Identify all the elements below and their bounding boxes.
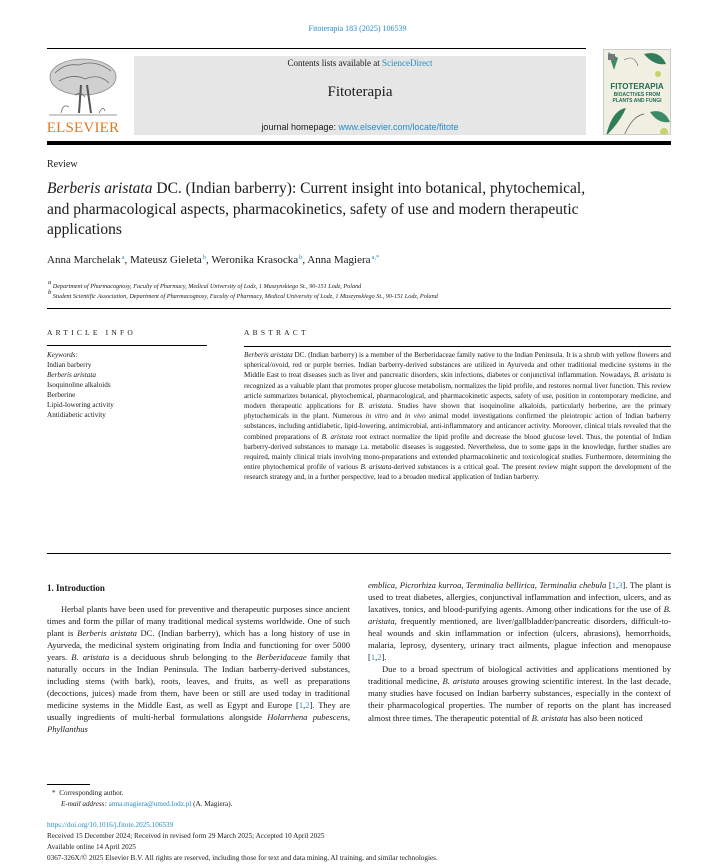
italic-term: B. aristata — [71, 652, 110, 663]
author-name[interactable]: Anna Marchelak — [47, 254, 121, 266]
journal-homepage-link[interactable]: www.elsevier.com/locate/fitote — [338, 122, 459, 132]
text-run: Due to a broad spectrum of biological activities and applications mentioned by traditional medicine, — [368, 664, 671, 687]
cover-title: FITOTERAPIA — [610, 82, 664, 91]
italic-term: B. aristata — [321, 432, 353, 441]
italic-term: Phyllanthus — [47, 724, 88, 735]
italic-term: B. aristata — [531, 712, 568, 723]
text-run: ]. — [381, 652, 387, 663]
copyright: 0367-326X/© 2025 Elsevier B.V. All rights are reserved, including those for text and data mining, AI training, and similar technologies. — [47, 854, 438, 862]
italic-term: B. aristata — [633, 371, 665, 380]
homepage-prefix: journal homepage: — [261, 122, 339, 132]
intro-paragraph — [47, 603, 350, 736]
email-link[interactable]: anna.magiera@umed.lodz.pl — [108, 800, 192, 808]
elsevier-tree-icon — [45, 55, 121, 119]
text-run: , frequently mentioned, are liver/gallbladder/pancreatic disorders, difficult-to-heal wounds and skin inflammation or infection (ulcers, abrasions), hemorrhoids, malaria, leprosy, dysentery, urinary tract ailments, plague infection and menopause [ — [368, 616, 671, 663]
text-run: ]. The plant is used to treat diabetes, allergies, conjunctival inflammation and infection, ulcers, and as laxatives, tonics, and blood-purifying agents. Among other indications for the use of — [368, 580, 672, 615]
article-title-species: Berberis aristata — [47, 180, 153, 197]
keyword-item: Berberine — [47, 391, 76, 399]
email-note — [47, 799, 232, 810]
section-rule — [47, 553, 671, 554]
italic-term: in vivo — [404, 412, 426, 421]
affiliation-mark: b — [48, 289, 52, 296]
text-run: [ — [606, 580, 612, 590]
email-label: E-mail address: — [61, 800, 107, 808]
affiliation-text: Student Scientific Association, Department of Pharmacognosy, Faculty of Pharmacy, Medical University of Lodz, 1 Muszynskiego St., 90-151 Lodz, Poland — [52, 293, 438, 300]
contents-line — [134, 58, 586, 68]
text-run: and — [387, 412, 405, 421]
keyword-item: Indian barberry — [47, 361, 92, 369]
citation-link[interactable]: 3 — [618, 580, 623, 590]
author-name[interactable]: Mateusz Gieleta — [130, 254, 202, 266]
cover-subtitle — [604, 92, 670, 104]
keywords-block — [47, 350, 114, 420]
author-separator: , — [124, 254, 130, 266]
italic-term: Berberis aristata — [244, 351, 293, 359]
citation-link[interactable]: 2 — [305, 700, 310, 711]
corresponding-label: Corresponding author. — [59, 789, 124, 797]
citation-link[interactable]: 2 — [377, 652, 382, 663]
italic-term: B. aristata — [360, 463, 392, 472]
author-separator: , — [206, 254, 212, 266]
body-column-left — [47, 603, 350, 736]
keyword-item: Lipid-lowering activity — [47, 401, 114, 409]
elsevier-logo[interactable] — [45, 55, 121, 137]
italic-term: B. aristata — [368, 604, 671, 627]
author-affiliation-mark[interactable]: b — [202, 254, 207, 261]
text-run: has also been noticed — [567, 712, 643, 723]
citation-link[interactable]: 1 — [370, 652, 376, 663]
text-run: , — [375, 652, 378, 663]
keyword-item: Isoquinoline alkaloids — [47, 381, 111, 389]
sciencedirect-link[interactable]: ScienceDirect — [382, 58, 433, 68]
italic-term: Berberidaceae — [256, 652, 307, 663]
text-run: , — [347, 712, 350, 723]
text-run: arouses growing scientific interest. In the last decade, many studies have focused on Indian barberry substances, especially in the context of their pharmacological properties. The number of reports on the plant has increased almost three times. The therapeutic potential of — [368, 676, 671, 723]
citation-link[interactable]: 1 — [611, 580, 616, 590]
italic-term: Holarrhena pubescens — [267, 712, 348, 723]
intro-paragraph — [368, 663, 671, 723]
author-name[interactable]: Weronika Krasocka — [211, 254, 299, 266]
text-run: . Studies have shown that isoquinoline alkaloids, particularly berberine, are the primary phytochemicals in the plant. Numerous — [244, 402, 671, 421]
available-online: Available online 14 April 2025 — [47, 843, 136, 851]
text-run: , — [616, 580, 619, 590]
keyword-item: Antidiabetic activity — [47, 411, 106, 419]
intro-paragraph-continued — [368, 579, 671, 663]
text-run: DC. (Indian barberry) is a member of the Berberidaceae family native to the Indian Peninsula. It is a shrub with yellow flowers and spherical/ovoid, red or purple berries. Indian barberry-derived substances are utilized in Ayurveda and other traditional medicine systems in the Middle East to treat diseases such as liver and pancreatic disorders, skin infections, diabetes or conjunctival inflammation. Nowadays, — [244, 351, 671, 380]
abstract-text — [244, 350, 671, 483]
header-thick-rule — [47, 141, 671, 145]
italic-term: B. aristata — [442, 676, 480, 687]
italic-term: in vitro — [365, 412, 388, 421]
affiliation-b — [47, 289, 438, 300]
article-type: Review — [47, 159, 78, 170]
text-run: , — [303, 700, 306, 711]
corresponding-author-note — [47, 788, 232, 799]
text-run: animal model investigations confirmed the pleiotropic action of Indian barberry substances, including antidiabetic, lipid-lowering, antimicrobial, anti-inflammatory and anticancer activity. Moreover, clinical trials revealed that the combined preparations of — [244, 412, 671, 441]
article-meta — [47, 820, 438, 864]
journal-masthead — [134, 56, 586, 135]
abstract-heading: ABSTRACT — [244, 328, 309, 337]
journal-name: Fitoterapia — [327, 84, 393, 100]
text-run: family that naturally occurs in the Indian Peninsula. The Indian barberry-derived substances, including stems (with bark), roots, leaves, and fruits, as well as preparations (decoctions, juices) made from them, have been or still are used today in traditional medicine systems in the Middle East, as well as Egypt and Europe [ — [47, 652, 351, 711]
elsevier-wordmark: ELSEVIER — [46, 120, 120, 136]
journal-cover-image[interactable] — [603, 49, 671, 135]
author-affiliation-mark[interactable]: a,* — [371, 254, 380, 261]
citation-link[interactable]: 1 — [298, 700, 304, 711]
italic-term: B. aristata — [358, 402, 392, 411]
article-history: Received 15 December 2024; Received in revised form 29 March 2025; Accepted 10 April 2025 — [47, 832, 325, 840]
cover-subtitle-line: BIOACTIVES FROM — [613, 92, 661, 98]
affiliation-mark: a — [48, 279, 52, 286]
author-separator: , — [302, 254, 308, 266]
header-rule — [47, 48, 586, 49]
section-rule — [47, 308, 671, 309]
text-run: Herbal plants have been used for preventive and therapeutic purposes since ancient times and form the pillar of many traditional medical systems worldwide. One of such plant is — [47, 604, 350, 639]
text-run: ]. They are usually ingredients of multi-herbal formulations alongside — [47, 700, 350, 723]
author-list — [47, 254, 379, 266]
italic-term: emblica, Picrorhiza kurroa, Terminalia bellirica, Terminalia chebula — [368, 580, 607, 590]
email-suffix: (A. Magiera). — [191, 800, 233, 808]
affiliation-text: Department of Pharmacognosy, Faculty of Pharmacy, Medical University of Lodz, 1 Muszynskiego St., 90-151 Lodz, Poland — [52, 283, 362, 290]
article-title — [47, 179, 607, 241]
author-name[interactable]: Anna Magiera — [307, 254, 371, 266]
text-run: -derived substances is a critical goal. The present review might support the development of the research strategy and, in a further perspective, lead to a broaden medical application of Indian barberry. — [244, 463, 672, 482]
article-info-heading: ARTICLE INFO — [47, 328, 136, 337]
text-run: DC. (Indian barberry), which has a long history of use in Ayurveda, the medicinal system originating from India and functioning for over 5000 years. — [47, 628, 350, 663]
text-run: is recognized as a valuable plant that promotes proper glucose metabolism, normalizes the lipid profile, and restores normal liver function. This review article summarizes botanical, phytochemical, pharmacological, and pharmacokinetic aspects, safety of use, position in contemporary medicine, and modern therapeutic applications for — [244, 371, 671, 411]
footnote-mark: * — [52, 789, 56, 797]
article-title-rest: DC. (Indian barberry): Current insight into botanical, phytochemical, and pharmacological aspects, pharmacokinetics, safety of use and modern therapeutic applications — [47, 180, 586, 238]
keywords-label: Keywords: — [47, 351, 78, 359]
author-affiliation-mark[interactable]: b — [299, 254, 303, 261]
abstract-rule — [244, 346, 671, 347]
cover-subtitle-line: PLANTS AND FUNGI — [612, 98, 662, 104]
body-column-right — [368, 579, 671, 724]
contents-prefix: Contents lists available at — [287, 58, 382, 68]
journal-reference-link[interactable]: Fitoterapia 183 (2025) 106539 — [308, 24, 407, 33]
homepage-line — [134, 122, 586, 132]
text-run: is a deciduous shrub belonging to the — [109, 652, 257, 663]
doi-link[interactable]: https://doi.org/10.1016/j.fitote.2025.106539 — [47, 821, 174, 829]
introduction-heading: 1. Introduction — [47, 583, 105, 593]
text-run: root extract normalize the lipid profile and decrease the blood glucose level. Thus, the potential of Indian barberry-derived substances to manage i.a. metabolic diseases is suggested. Nevertheless, due to some gaps in the knowledge, further studies are required, mainly clinical trials involving mono-preparations and extended pharmacokinetic and toxicological studies. Furthermore, determining the entire phytochemical profile of various — [244, 432, 672, 472]
italic-term: Berberis aristata — [77, 628, 137, 639]
footnotes — [47, 788, 232, 810]
keyword-item: Berberis aristata — [47, 371, 96, 379]
footnote-rule — [47, 784, 90, 785]
author-affiliation-mark[interactable]: a — [121, 254, 125, 261]
article-info-rule — [47, 345, 207, 346]
